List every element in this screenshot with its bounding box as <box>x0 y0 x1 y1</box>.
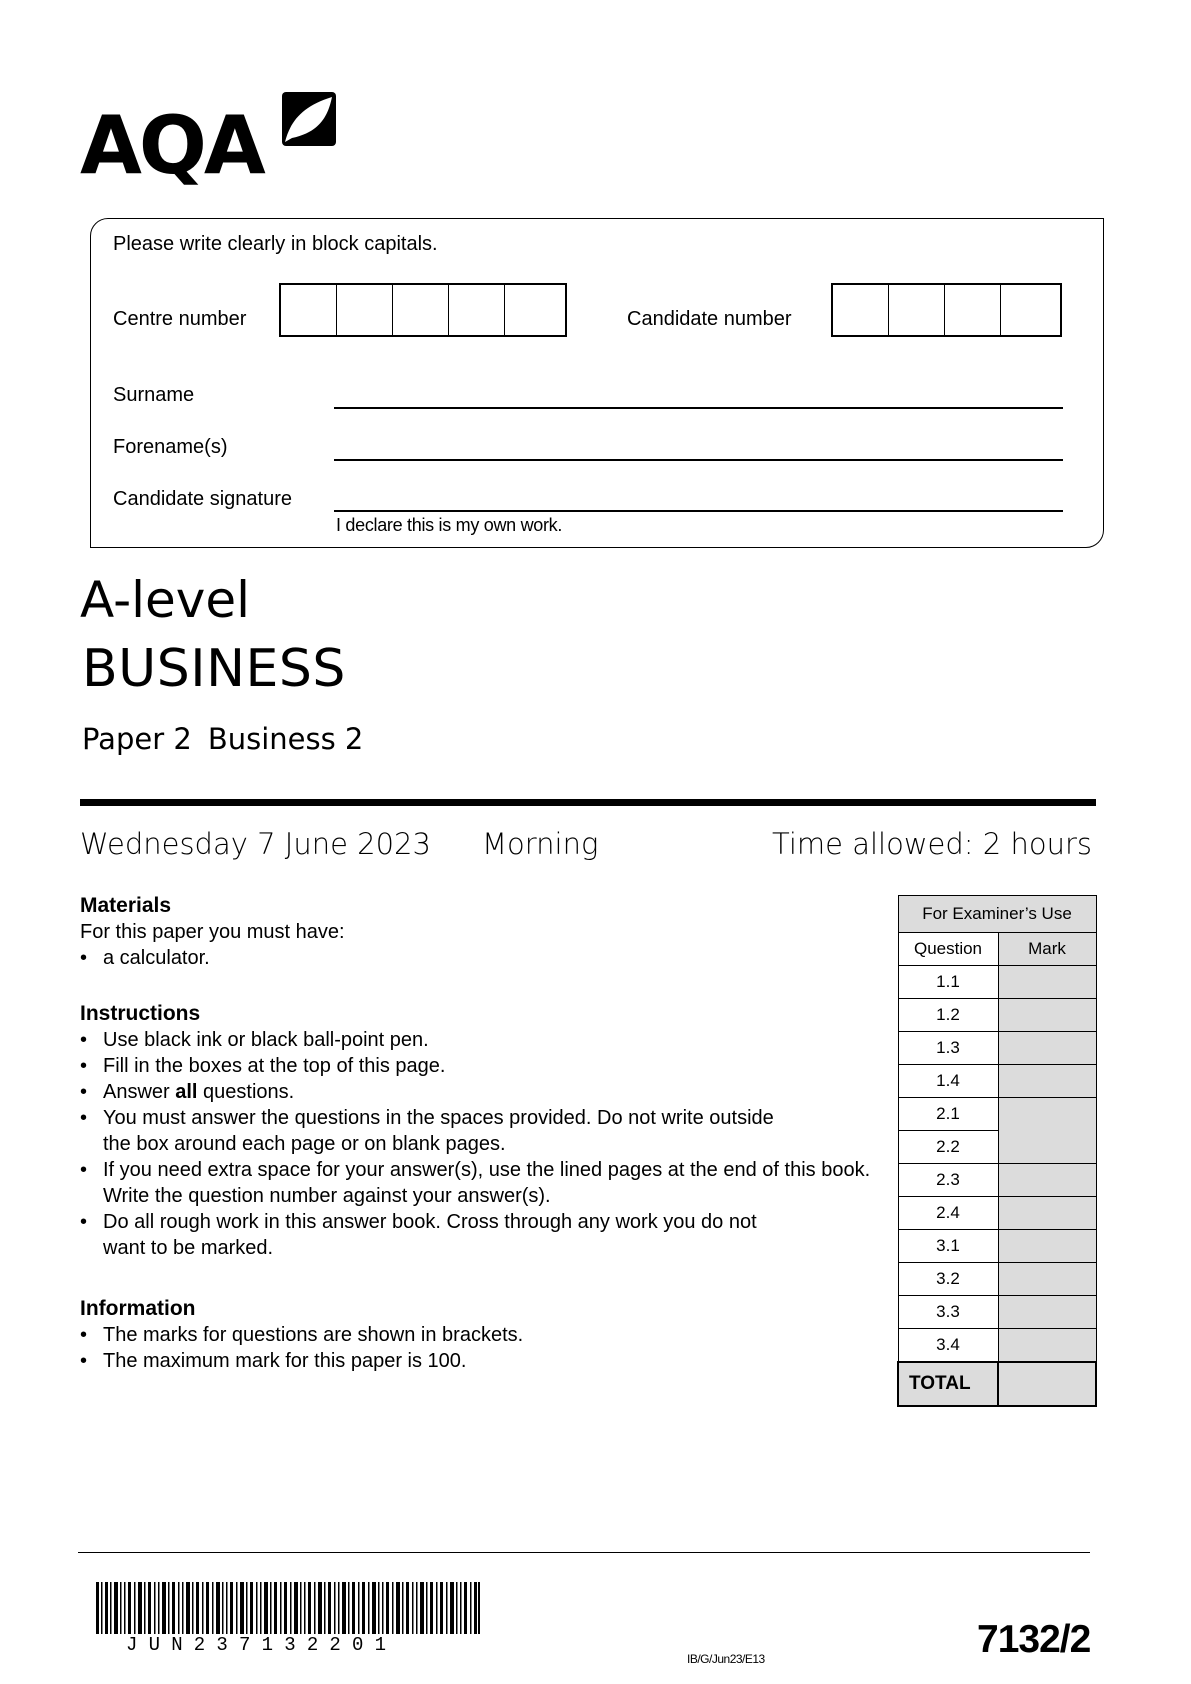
paper-title <box>82 722 363 756</box>
mark-cell <box>998 999 1096 1032</box>
forenames-label: Forename(s) <box>113 436 228 458</box>
mark-cell-merged <box>998 1098 1096 1164</box>
reference-code: IB/G/Jun23/E13 <box>687 1652 765 1666</box>
candidate-number-digit[interactable] <box>1001 285 1057 335</box>
instructions-heading: Instructions <box>80 1002 201 1025</box>
barcode-icon <box>96 1582 480 1634</box>
question-number: 3.4 <box>898 1329 998 1362</box>
information-item: • The marks for questions are shown in brackets. <box>80 1322 860 1348</box>
question-number: 2.1 <box>898 1098 998 1131</box>
emphasis-all: all <box>175 1081 198 1103</box>
candidate-number-digit[interactable] <box>945 285 1001 335</box>
question-number: 2.3 <box>898 1164 998 1197</box>
centre-number-digit[interactable] <box>449 285 505 335</box>
information-item: • The maximum mark for this paper is 100. <box>80 1348 860 1374</box>
mark-cell <box>998 1032 1096 1065</box>
mark-cell <box>998 1164 1096 1197</box>
declaration-text: I declare this is my own work. <box>336 515 563 535</box>
centre-number-digit[interactable] <box>505 285 561 335</box>
information-list <box>80 1322 860 1374</box>
examiners-use-title: For Examiner’s Use <box>898 896 1096 933</box>
aqa-logo <box>80 92 340 192</box>
instruction-item: • Answer all questions. <box>80 1079 870 1105</box>
divider-thick <box>80 799 1096 806</box>
block-capitals-instruction: Please write clearly in block capitals. <box>113 233 438 255</box>
information-section <box>80 1296 860 1374</box>
mark-cell <box>998 1065 1096 1098</box>
candidate-number-digit[interactable] <box>833 285 889 335</box>
instructions-list <box>80 1027 870 1261</box>
barcode-text: JUN237132201 <box>126 1634 398 1656</box>
signature-label: Candidate signature <box>113 488 293 510</box>
paper-name: Business 2 <box>207 722 364 756</box>
instruction-item: • Do all rough work in this answer book. Cross through any work you do not want to be marked. <box>80 1209 803 1261</box>
instruction-item: • If you need extra space for your answer(s), use the lined pages at the end of this book. Write the question number against your answer(s). <box>80 1157 893 1209</box>
mark-cell <box>998 966 1096 999</box>
instructions-section <box>80 1001 870 1261</box>
surname-field[interactable] <box>334 407 1063 409</box>
centre-number-input[interactable] <box>279 283 567 337</box>
centre-number-label: Centre number <box>113 308 247 330</box>
question-number: 1.1 <box>898 966 998 999</box>
instruction-item: • Fill in the boxes at the top of this page. <box>80 1053 870 1079</box>
time-allowed: Time allowed: 2 hours <box>772 827 1092 861</box>
leaf-icon <box>282 92 336 146</box>
mark-cell <box>998 1296 1096 1329</box>
signature-field[interactable] <box>334 510 1063 512</box>
mark-column-header: Mark <box>998 933 1096 966</box>
question-number: 3.2 <box>898 1263 998 1296</box>
forenames-field[interactable] <box>334 459 1063 461</box>
candidate-number-digit[interactable] <box>889 285 945 335</box>
materials-list <box>80 945 860 971</box>
paper-number: Paper 2 <box>82 722 192 756</box>
question-number: 2.4 <box>898 1197 998 1230</box>
mark-cell <box>998 1329 1096 1362</box>
surname-label: Surname <box>113 384 195 406</box>
centre-number-digit[interactable] <box>337 285 393 335</box>
question-number: 1.2 <box>898 999 998 1032</box>
exam-date: Wednesday 7 June 2023 <box>80 827 431 861</box>
centre-number-digit[interactable] <box>281 285 337 335</box>
materials-section <box>80 893 860 971</box>
examiners-use-table <box>897 895 1097 1407</box>
information-heading: Information <box>80 1297 196 1320</box>
qualification-level: A-level <box>80 571 251 629</box>
materials-intro: For this paper you must have: <box>80 921 345 943</box>
mark-cell <box>998 1230 1096 1263</box>
materials-item: • a calculator. <box>80 945 860 971</box>
total-mark-cell <box>998 1362 1096 1406</box>
question-number: 1.4 <box>898 1065 998 1098</box>
mark-cell <box>998 1263 1096 1296</box>
materials-heading: Materials <box>80 894 172 917</box>
mark-cell <box>998 1197 1096 1230</box>
question-number: 2.2 <box>898 1131 998 1164</box>
total-label: TOTAL <box>898 1362 998 1406</box>
question-number: 3.1 <box>898 1230 998 1263</box>
question-column-header: Question <box>898 933 998 966</box>
paper-code: 7132/2 <box>977 1618 1091 1661</box>
candidate-number-input[interactable] <box>831 283 1062 337</box>
candidate-number-label: Candidate number <box>627 308 792 330</box>
instruction-item: • Use black ink or black ball-point pen. <box>80 1027 870 1053</box>
logo-text: AQA <box>80 99 263 192</box>
centre-number-digit[interactable] <box>393 285 449 335</box>
question-number: 3.3 <box>898 1296 998 1329</box>
question-number: 1.3 <box>898 1032 998 1065</box>
subject-title: BUSINESS <box>82 639 346 699</box>
instruction-item: • You must answer the questions in the spaces provided. Do not write outside the box around each page or on blank pages. <box>80 1105 803 1157</box>
exam-session: Morning <box>482 827 599 861</box>
footer-divider <box>78 1552 1090 1553</box>
